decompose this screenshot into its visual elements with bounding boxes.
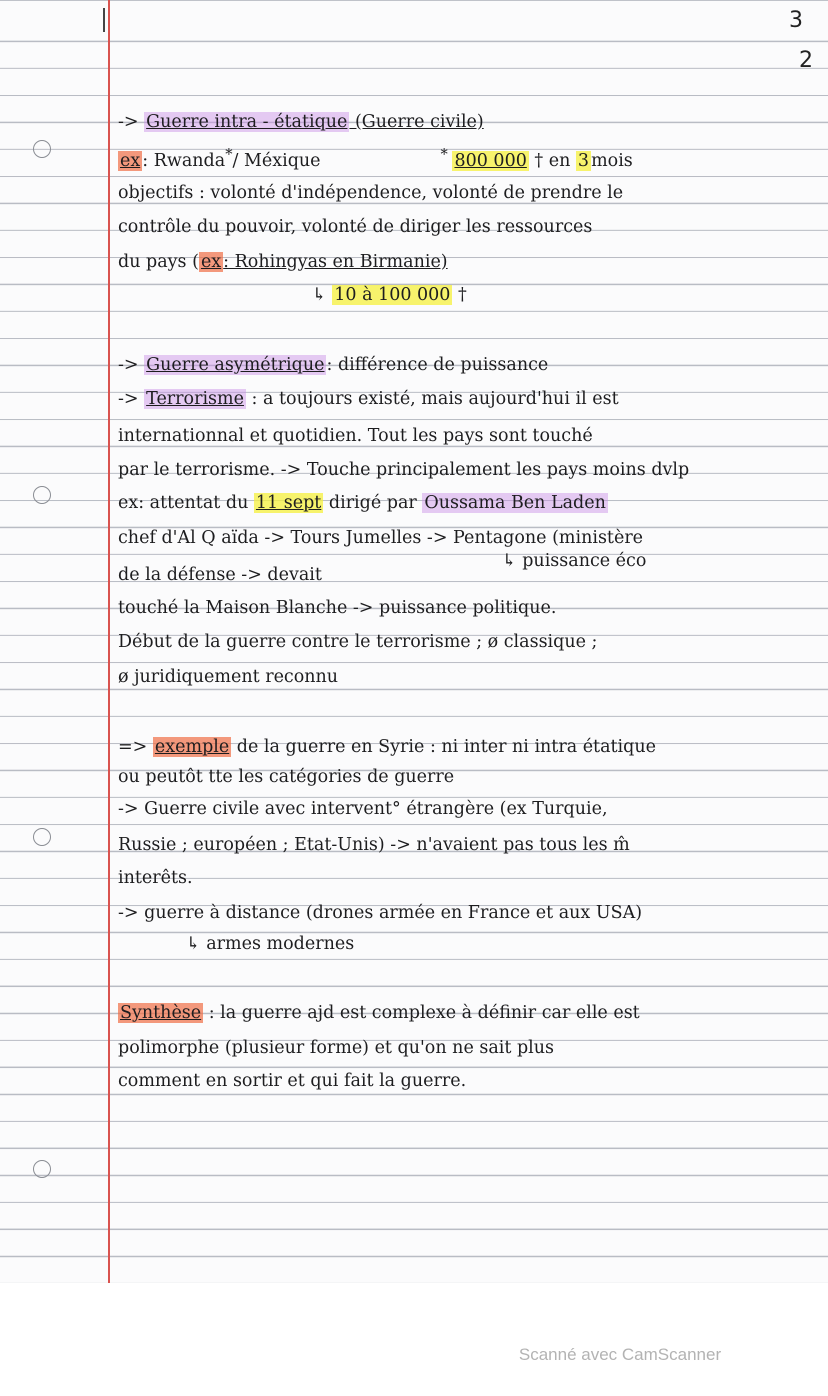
note-line: Russie ; européen ; Etat-Unis) -> n'avaient pas tous les m̂ [118, 835, 630, 855]
note-line: ↳ 10 à 100 000 † [312, 285, 467, 305]
note-line: -> Guerre civile avec intervent° étrangère (ex Turquie, [118, 799, 608, 819]
note-line: -> Terrorisme : a toujours existé, mais aujourd'hui il est [118, 389, 619, 409]
note-line: objectifs : volonté d'indépendence, volonté de prendre le [118, 183, 624, 203]
scanner-watermark: Scanné avec CamScanner [518, 1345, 722, 1364]
page-number: 3 [789, 8, 803, 33]
note-line: interêts. [118, 868, 193, 888]
note-line: -> Guerre asymétrique : différence de puissance [118, 355, 549, 375]
margin-line [108, 0, 110, 1283]
note-line: par le terrorisme. -> Touche principalement les pays moins dvlp [118, 460, 690, 480]
note-line: du pays ( ex : Rohingyas en Birmanie) [118, 252, 448, 272]
binder-hole-icon [33, 486, 51, 504]
note-line: internationnal et quotidien. Tout les pays sont touché [118, 426, 593, 446]
binder-hole-icon [33, 828, 51, 846]
note-line: ex: attentat du 11 sept dirigé par Oussama Ben Laden [118, 493, 606, 513]
note-line: -> Guerre intra - étatique (Guerre civile) [118, 112, 484, 132]
note-line: ↳ armes modernes [186, 934, 355, 954]
note-line: ↳ puissance éco [502, 551, 647, 571]
binder-hole-icon [33, 140, 51, 158]
note-line: ø juridiquement reconnu [118, 667, 339, 687]
note-line: => exemple de la guerre en Syrie : ni inter ni intra étatique [118, 737, 656, 757]
binder-hole-icon [33, 1160, 51, 1178]
note-line: ou peutôt tte les catégories de guerre [118, 767, 455, 787]
note-line: Début de la guerre contre le terrorisme ; ø classique ; [118, 632, 598, 652]
note-line: chef d'Al Q aïda -> Tours Jumelles -> Pentagone (ministère [118, 528, 644, 548]
note-line: ex : Rwanda*/ Méxique * 800 000 † en 3 mois [120, 146, 633, 171]
note-line: comment en sortir et qui fait la guerre. [118, 1071, 467, 1091]
note-line: de la défense -> devait [118, 565, 322, 585]
note-line: Synthèse : la guerre ajd est complexe à définir car elle est [120, 1003, 640, 1023]
top-tick-mark [103, 8, 105, 32]
note-line: polimorphe (plusieur forme) et qu'on ne sait plus [118, 1038, 555, 1058]
page-number-secondary: 2 [799, 48, 813, 73]
note-line: touché la Maison Blanche -> puissance politique. [118, 598, 557, 618]
note-line: contrôle du pouvoir, volonté de diriger les ressources [118, 217, 593, 237]
note-line: -> guerre à distance (drones armée en France et aux USA) [118, 903, 643, 923]
